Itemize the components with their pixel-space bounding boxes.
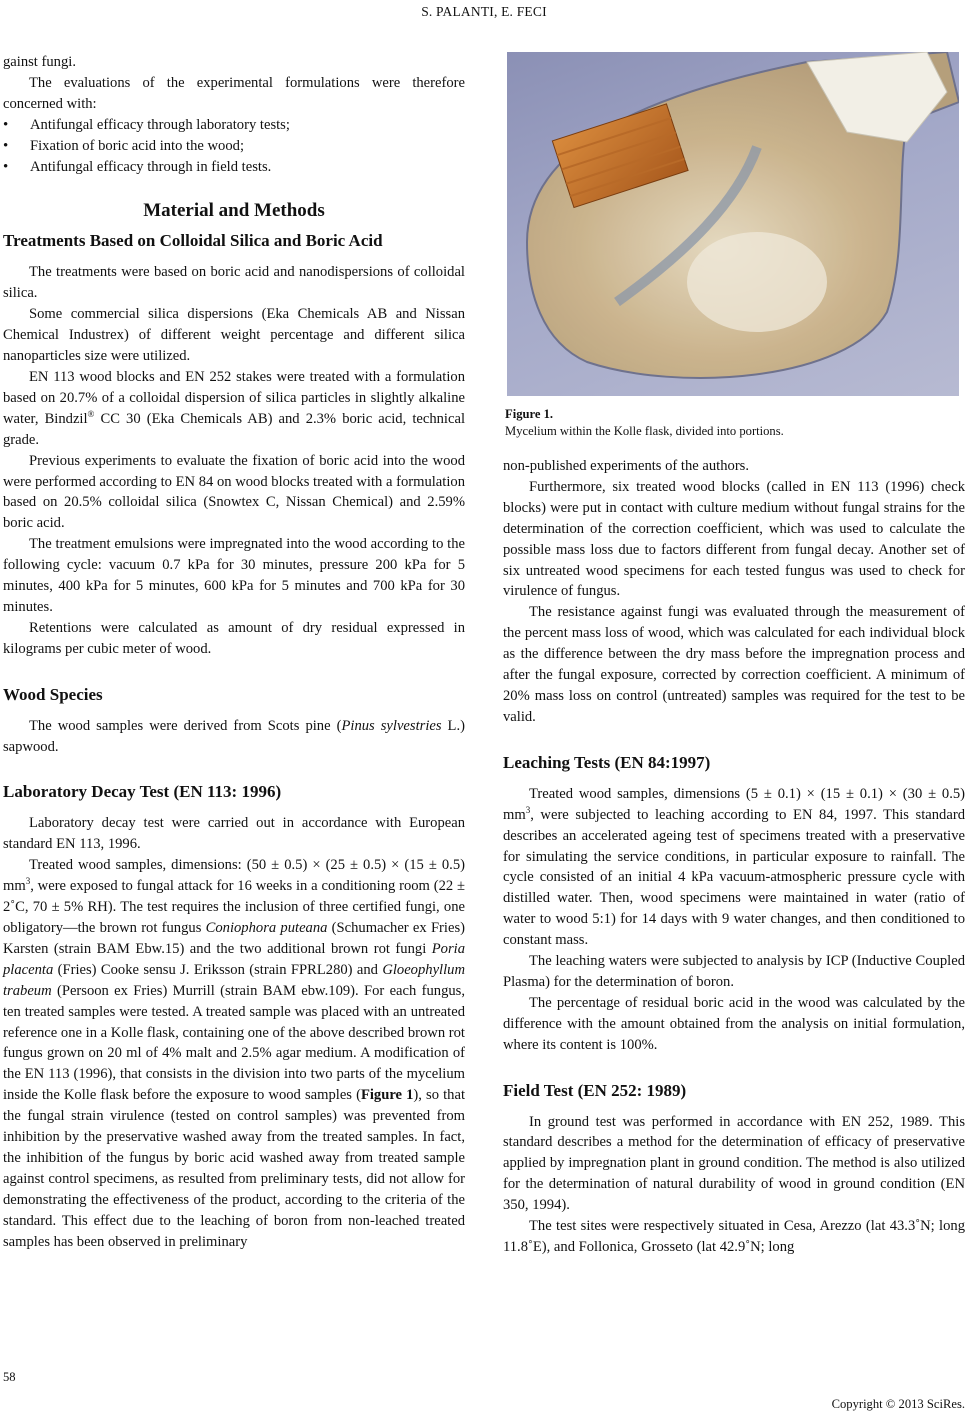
treatments-paragraph: Previous experiments to evaluate the fixation of boric acid into the wood were performed according to EN 84 on wood blocks treated with a formulation based on 20.5% colloidal silica (Snowtex C, Nissan Chemical) and 2.59% boric acid. (3, 452, 465, 532)
text-run: EN 113 wood blocks and EN 252 stakes were treated with a formulation based on 20.7% of a colloidal dispersion of silica particles in slightly alkaline water, Bindzil (3, 368, 465, 427)
left-column (3, 52, 465, 1253)
text-run: L.) sapwood. (3, 717, 465, 755)
treatments-paragraph (3, 367, 465, 451)
registered-mark: ® (87, 408, 95, 419)
superscript: 3 (525, 804, 531, 815)
objective-item: • Antifungal efficacy through laboratory tests; (3, 115, 465, 136)
superscript: 3 (25, 876, 31, 887)
intro-fragment: gainst fungi. (3, 54, 76, 70)
wood-species-paragraph (3, 716, 465, 758)
copyright-notice: Copyright © 2013 SciRes. (831, 1397, 965, 1411)
figure-caption-text: Mycelium within the Kolle flask, divided into portions. (505, 424, 784, 438)
kolle-flask-illustration (507, 52, 959, 396)
objectives-list (3, 115, 465, 178)
treatments-paragraph: The treatment emulsions were impregnated into the wood according to the following cycle: vacuum 0.7 kPa for 30 minutes, pressure 200 kPa for 5 minutes, 400 kPa for 5 minutes, 600 kPa for 5 minutes and 700 kPa for 30 minutes. (3, 536, 465, 615)
objective-item: • Fixation of boric acid into the wood; (3, 136, 465, 157)
text-run: Treated wood samples, dimensions (5 ± 0.1) × (15 ± 0.1) × (30 ± 0.5) mm (503, 785, 965, 823)
figure-label: Figure 1. (505, 407, 554, 421)
page-number: 58 (3, 1370, 16, 1384)
lab-decay-heading: Laboratory Decay Test (EN 113: 1996) (3, 782, 282, 802)
text-run: Treated wood samples, dimensions: (50 ± 0.5) × (25 ± 0.5) × (15 ± 0.5) mm (3, 857, 465, 895)
text-run: , were subjected to leaching according to EN 84, 1997. This standard describes an accelerated ageing test of specimens treated with a preservative for simulating the service conditions, in particular exposure to rainfall. The cycle consisted of an initial 4 kPa vacuum-atmospheric pressure cycle with distilled water. Then, wood specimens were maintained in water (ratio of water to wood 5:1) for 14 days with 9 water changes, and then conditioned to constant mass. (503, 806, 965, 949)
leaching-heading: Leaching Tests (EN 84:1997) (503, 752, 711, 772)
treatments-paragraph: Retentions were calculated as amount of dry residual expressed in kilograms per cubic meter of wood. (3, 619, 465, 657)
text-run: ), so that the fungal strain virulence (tested on control samples) was prevented from inhibition by the preservative washed away from the treated samples. In fact, the inhibition of the fungus by boric acid washed away from treated sample against control specimens, as resulted from preliminary tests, did not allow for demonstrating the effectiveness of the product, according to the criteria of the standard. This effect due to the leaching of boron from non-leached treated samples has been observed in preliminary (3, 1087, 465, 1250)
text-run: , were exposed to fungal attack for 16 weeks in a conditioning room (22 ± 2˚C, 70 ± 5% RH). The test requires the inclusion of three certified fungi, one obligatory—the brown rot fungus (3, 878, 465, 936)
text-run: (Fries) Cooke sensu J. Eriksson (strain FPRL280) and (53, 961, 383, 978)
field-test-heading: Field Test (EN 252: 1989) (503, 1080, 687, 1100)
intro-paragraph: The evaluations of the experimental formulations were therefore concerned with: (3, 74, 465, 112)
treatments-paragraph: The treatments were based on boric acid and nanodispersions of colloidal silica. (3, 264, 465, 302)
text-run: (Schumacher ex Fries) Karsten (strain BAM Ebw.15) and the two additional brown rot fungi (3, 920, 465, 957)
objective-item: • Antifungal efficacy through in field tests. (3, 157, 465, 178)
species-name: Pinus sylvestries (341, 717, 442, 734)
figure-reference-link[interactable]: Figure 1 (360, 1087, 414, 1104)
fungus-name: Poria placenta (3, 940, 465, 978)
lab-decay-paragraph (3, 855, 465, 1252)
lab-decay-paragraph: Laboratory decay test were carried out in accordance with European standard EN 113, 1996. (3, 815, 465, 853)
treatments-paragraph: Some commercial silica dispersions (Eka Chemicals AB and Nissan Chemical Industrex) of different weight percentage and different silica nanoparticles size were utilized. (3, 306, 465, 365)
leaching-paragraph (503, 784, 965, 951)
leaching-paragraph: The percentage of residual boric acid in the wood was calculated by the difference with the amount obtained from the analysis on initial formulation, where its content is 100%. (503, 994, 965, 1053)
text-run: CC 30 (Eka Chemicals AB) and 2.3% boric acid, technical grade. (3, 410, 465, 448)
figure-1-photo (507, 52, 959, 396)
figure-caption (505, 406, 965, 440)
continuation-paragraph: non-published experiments of the authors. (503, 458, 750, 474)
field-test-paragraph: The test sites were respectively situated in Cesa, Arezzo (lat 43.3˚N; long 11.8˚E), and Follonica, Grosseto (lat 42.9˚N; long (503, 1218, 965, 1255)
leaching-paragraph: The leaching waters were subjected to analysis by ICP (Inductive Coupled Plasma) for the determination of boron. (503, 953, 965, 990)
mycelium-patch (687, 232, 827, 332)
field-test-paragraph: In ground test was performed in accordance with EN 252, 1989. This standard describes a method for the determination of efficacy of preservative applied by impregnation plant in ground condition. The method is also utilized for the determination of natural durability of wood in ground condition (EN 350, 1994). (503, 1113, 965, 1214)
fungus-name: Coniophora puteana (205, 920, 328, 936)
section-title: Material and Methods (143, 200, 325, 222)
right-column (503, 52, 965, 1258)
running-head: S. PALANTI, E. FECI (421, 4, 547, 19)
wood-species-heading: Wood Species (3, 684, 103, 704)
body-paragraph: Furthermore, six treated wood blocks (called in EN 113 (1996) check blocks) were put in contact with culture medium without fungal strains for the determination of the correction coefficient, which was used to calculate the possible mass loss due to factors different from fungal decay. Another set of six untreated wood specimens for each tested fungus was used to check for virulence of fungus. (503, 478, 965, 600)
treatments-heading: Treatments Based on Colloidal Silica and Boric Acid (3, 231, 383, 251)
text-run: (Persoon ex Fries) Murrill (strain BAM ebw.109). For each fungus, ten treated samples were tested. A treated sample was placed with an untreated reference one in a Kolle flask, containing one of the above described brown rot fungus grown on 20 ml of 4% malt and 2.5% agar medium. A modification of the EN 113 (1996), that consists in the division into two parts of the mycelium inside the Kolle flask before the exposure to wood samples ( (3, 982, 465, 1104)
text-run: The wood samples were derived from Scots pine ( (29, 717, 342, 734)
body-paragraph: The resistance against fungi was evaluated through the measurement of the percent mass loss of wood, which was calculated for each individual block as the difference between the dry mass before the impregnation process and after the fungal exposure, corrected by correction coefficient. A minimum of 20% mass loss on control (untreated) samples was required for the test to be valid. (503, 604, 965, 725)
fungus-name: Gloeophyllum trabeum (3, 961, 465, 999)
